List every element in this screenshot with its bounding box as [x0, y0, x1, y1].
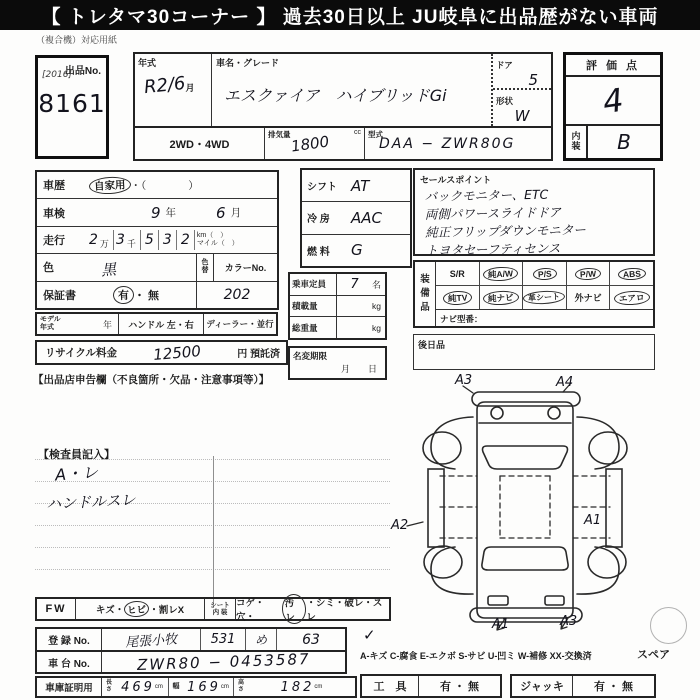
seat-options: コゲ・穴・ 汚レ ・シミ・破レ・スレ	[236, 599, 389, 619]
lot-stamp: [2016]	[42, 70, 72, 80]
year-value: R2/6	[143, 72, 187, 99]
shape-value: W	[514, 107, 530, 125]
equip-sr: S/R	[436, 262, 480, 285]
equip-pw: P/W	[567, 262, 611, 285]
equipment-row-1	[436, 262, 653, 286]
color-value: 黒	[100, 260, 117, 280]
lot-label: 出品No.	[64, 66, 101, 77]
fw-circled-hibi: ヒビ	[124, 600, 150, 617]
banner-title: 【 トレタマ30コーナー 】 過去30日以上 JU岐阜に出品歴がない車両	[41, 6, 659, 28]
model-row	[35, 312, 278, 336]
history-rest: ・（ ）	[130, 179, 199, 192]
later-items-box	[413, 334, 655, 370]
color-label: 色	[43, 262, 54, 275]
displacement-label: 排気量	[268, 130, 291, 139]
spare-tire-circle	[650, 607, 687, 644]
shape-label: 形状	[496, 96, 514, 106]
grade-label: 評 価 点	[566, 55, 660, 77]
shift-row	[302, 170, 410, 201]
registration-kana: め	[246, 629, 277, 650]
rename-value: 月 日	[340, 364, 377, 374]
chassis-row	[35, 650, 347, 674]
equipment-row-2	[436, 286, 653, 310]
warranty-no: ・ 無	[134, 289, 160, 302]
lot-number: 8161	[38, 89, 106, 118]
seat-interior-label: シート 内 装	[204, 599, 236, 619]
fw-row	[35, 597, 391, 624]
recycle-unit: 円 預託済	[237, 349, 280, 360]
ac-row	[302, 201, 410, 233]
fuel-value: G	[351, 241, 363, 260]
history-label: 車歴	[43, 180, 65, 193]
fuel-row	[302, 234, 410, 266]
damage-mark-a4-rear: A4	[556, 375, 574, 390]
color-no-label: カラーNo.	[213, 254, 277, 280]
sales-point-line: 両側パワースライドドア	[424, 204, 562, 222]
warranty-row	[37, 281, 277, 308]
damage-legend: A-キズ C-腐食 E-エクボ S-サビ U-凹ミ W-補修 XX-交換済	[360, 651, 592, 661]
check-mark: ✓	[363, 626, 376, 644]
drive-cell: 2WD・4WD	[135, 128, 265, 159]
model-code-label: 型式	[368, 130, 383, 139]
garage-row	[35, 676, 357, 698]
model-code-cell	[365, 128, 551, 159]
tools-value: 有 ・ 無	[439, 681, 480, 693]
damage-mark-a2-left: A2	[391, 518, 409, 533]
capacity-unit: 名	[371, 279, 381, 290]
color-row	[37, 253, 277, 280]
sen-unit: 千	[126, 238, 136, 249]
damage-mark-a1-right: A1	[584, 513, 602, 528]
inspector-note-2: ハンドルスレ	[45, 490, 136, 514]
lot-number-box	[35, 55, 109, 159]
banner	[0, 0, 700, 30]
shift-label: シフト	[307, 182, 337, 194]
detail-table	[35, 170, 279, 310]
declaration-label: 【出品店申告欄（不良箇所・欠品・注意事項等）】	[33, 374, 270, 386]
chassis-label: 車 台 No.	[37, 652, 102, 672]
registration-area: 尾張小牧	[102, 629, 201, 650]
equip-leather: 革シート	[523, 286, 567, 309]
load-label: 積載量	[290, 296, 337, 317]
inspector-note-1: A・レ	[54, 462, 99, 485]
door-label: ドア	[496, 60, 513, 70]
equip-abs: ABS	[610, 262, 653, 285]
shaken-year-unit: 年	[165, 207, 177, 220]
color-no-value: 202	[196, 282, 277, 308]
equipment-box	[413, 260, 655, 328]
interior-label: 内 装	[566, 126, 588, 158]
shape-cell	[493, 90, 551, 126]
sales-point-line: トヨタセーフティセンス	[425, 240, 561, 258]
tools-label: 工 具	[362, 676, 419, 696]
handle-cell: ハンドル 左・右	[119, 314, 204, 334]
damage-mark-a3-front: A3	[560, 614, 578, 629]
later-items-label: 後日品	[418, 340, 446, 350]
capacity-table	[288, 272, 387, 340]
car-name-value: エスクァイア ハイブリッドGi	[224, 86, 447, 105]
sales-point-line: バックモニター、ETC	[424, 186, 549, 204]
tools-box	[360, 674, 502, 698]
jack-label: ジャッキ	[512, 676, 573, 696]
length-label: 長 さ	[105, 680, 112, 693]
weight-label: 総重量	[290, 317, 337, 338]
damage-mark-a3-rear: A3	[455, 373, 473, 388]
model-year-cell: モデル 年式 年	[37, 314, 119, 334]
door-cell	[493, 54, 551, 90]
capacity-label: 乗車定員	[290, 274, 337, 295]
dealer-cell: ディーラー・並行	[206, 319, 274, 329]
mileage-man: 2	[89, 232, 98, 249]
car-name-cell	[212, 54, 491, 126]
ac-label: 冷 房	[307, 214, 330, 226]
load-unit: kg	[372, 301, 381, 311]
history-value: 自家用	[89, 176, 131, 195]
equip-ps: P/S	[523, 262, 567, 285]
equipment-label: 装 備 品	[415, 262, 436, 326]
ac-value: AAC	[351, 208, 382, 227]
registration-number: 63	[302, 631, 320, 648]
registration-row	[35, 627, 347, 652]
spec-table	[133, 52, 553, 161]
height-value: 182 cm	[280, 679, 323, 695]
load-row	[290, 295, 385, 317]
km-unit: km（ ） マイル（ ）	[196, 231, 239, 248]
capacity-value: 7	[350, 276, 359, 292]
capacity-row	[290, 274, 385, 295]
warranty-yes: 有	[113, 285, 135, 304]
fw-label: FW	[37, 599, 76, 619]
fuel-label: 燃 料	[307, 246, 330, 258]
weight-row	[290, 316, 385, 338]
car-diagram	[393, 372, 658, 638]
warranty-label: 保証書	[43, 289, 76, 302]
model-year-unit: 年	[102, 319, 112, 330]
shaken-month-unit: 月	[230, 207, 242, 220]
shaken-label: 車検	[43, 207, 65, 220]
year-suffix: 月	[185, 83, 195, 93]
jack-box	[510, 674, 656, 698]
model-code-value: DAA − ZWR80G	[379, 136, 516, 152]
year-cell	[135, 54, 212, 126]
equip-aero: エアロ	[610, 286, 653, 309]
recycle-row	[35, 340, 288, 365]
sales-points-box	[413, 168, 655, 256]
registration-label: 登 録 No.	[37, 629, 102, 650]
man-unit: 万	[99, 238, 109, 249]
weight-unit: kg	[372, 322, 381, 333]
garage-label: 車庫証明用	[37, 678, 102, 696]
rename-label: 名変期限	[293, 351, 328, 361]
shaken-row	[37, 198, 277, 225]
inspector-divider	[213, 456, 214, 608]
length-value: 469 cm	[121, 679, 163, 695]
registration-class: 531	[201, 629, 246, 650]
width-value: 169 cm	[187, 679, 229, 695]
equip-navi: 純ナビ	[480, 286, 524, 309]
history-row	[37, 172, 277, 198]
grade-box	[563, 52, 663, 161]
fw-options: キズ・ ヒビ ・割レX	[76, 599, 204, 619]
shift-table	[300, 168, 412, 268]
equip-ext-navi: 外ナビ	[567, 286, 611, 309]
inspector-label: 【検査員記入】	[38, 449, 115, 461]
sales-points-label: セールスポイント	[420, 175, 492, 185]
damage-mark-a1-front: A1	[492, 617, 510, 632]
rename-box	[288, 346, 387, 380]
color-change-label: 色 替	[196, 254, 213, 280]
jack-value: 有 ・ 無	[593, 681, 634, 693]
recycle-label: リサイクル料金	[45, 347, 118, 359]
mileage-sen: 3	[115, 232, 125, 249]
displacement-value: 1800	[289, 132, 331, 156]
mileage-label: 走行	[43, 235, 65, 248]
height-label: 高 さ	[233, 678, 248, 696]
equip-tv: 純TV	[436, 286, 480, 309]
equip-aw: 純A/W	[480, 262, 524, 285]
sales-point-line: 純正フリップダウンモニター	[425, 222, 586, 240]
car-name-label: 車名・グレード	[216, 58, 280, 68]
shaken-month: 6	[216, 203, 226, 222]
mileage-d2: 3	[162, 232, 172, 249]
shift-value: AT	[351, 176, 370, 195]
chassis-value: ZWR80 − 0453587	[136, 649, 311, 675]
seat-circled-yogore: 汚レ	[281, 593, 307, 624]
mileage-row	[37, 226, 277, 253]
interior-value: B	[617, 130, 631, 154]
displacement-cell	[265, 128, 365, 159]
spare-label: スペア	[637, 649, 670, 661]
navi-model-label: ナビ型番：	[440, 314, 483, 324]
grade-score: 4	[600, 80, 626, 121]
width-label: 幅	[168, 678, 183, 696]
year-label: 年式	[138, 58, 157, 68]
mileage-d3: 2	[180, 232, 190, 249]
paper-note: （複合機）対応用紙	[36, 35, 118, 45]
displacement-unit: cc	[354, 129, 361, 136]
sales-points-lines	[414, 184, 653, 260]
shaken-year: 9	[151, 203, 161, 222]
recycle-value: 12500	[152, 341, 202, 364]
mileage-d1: 5	[144, 232, 154, 249]
door-value: 5	[528, 71, 538, 89]
